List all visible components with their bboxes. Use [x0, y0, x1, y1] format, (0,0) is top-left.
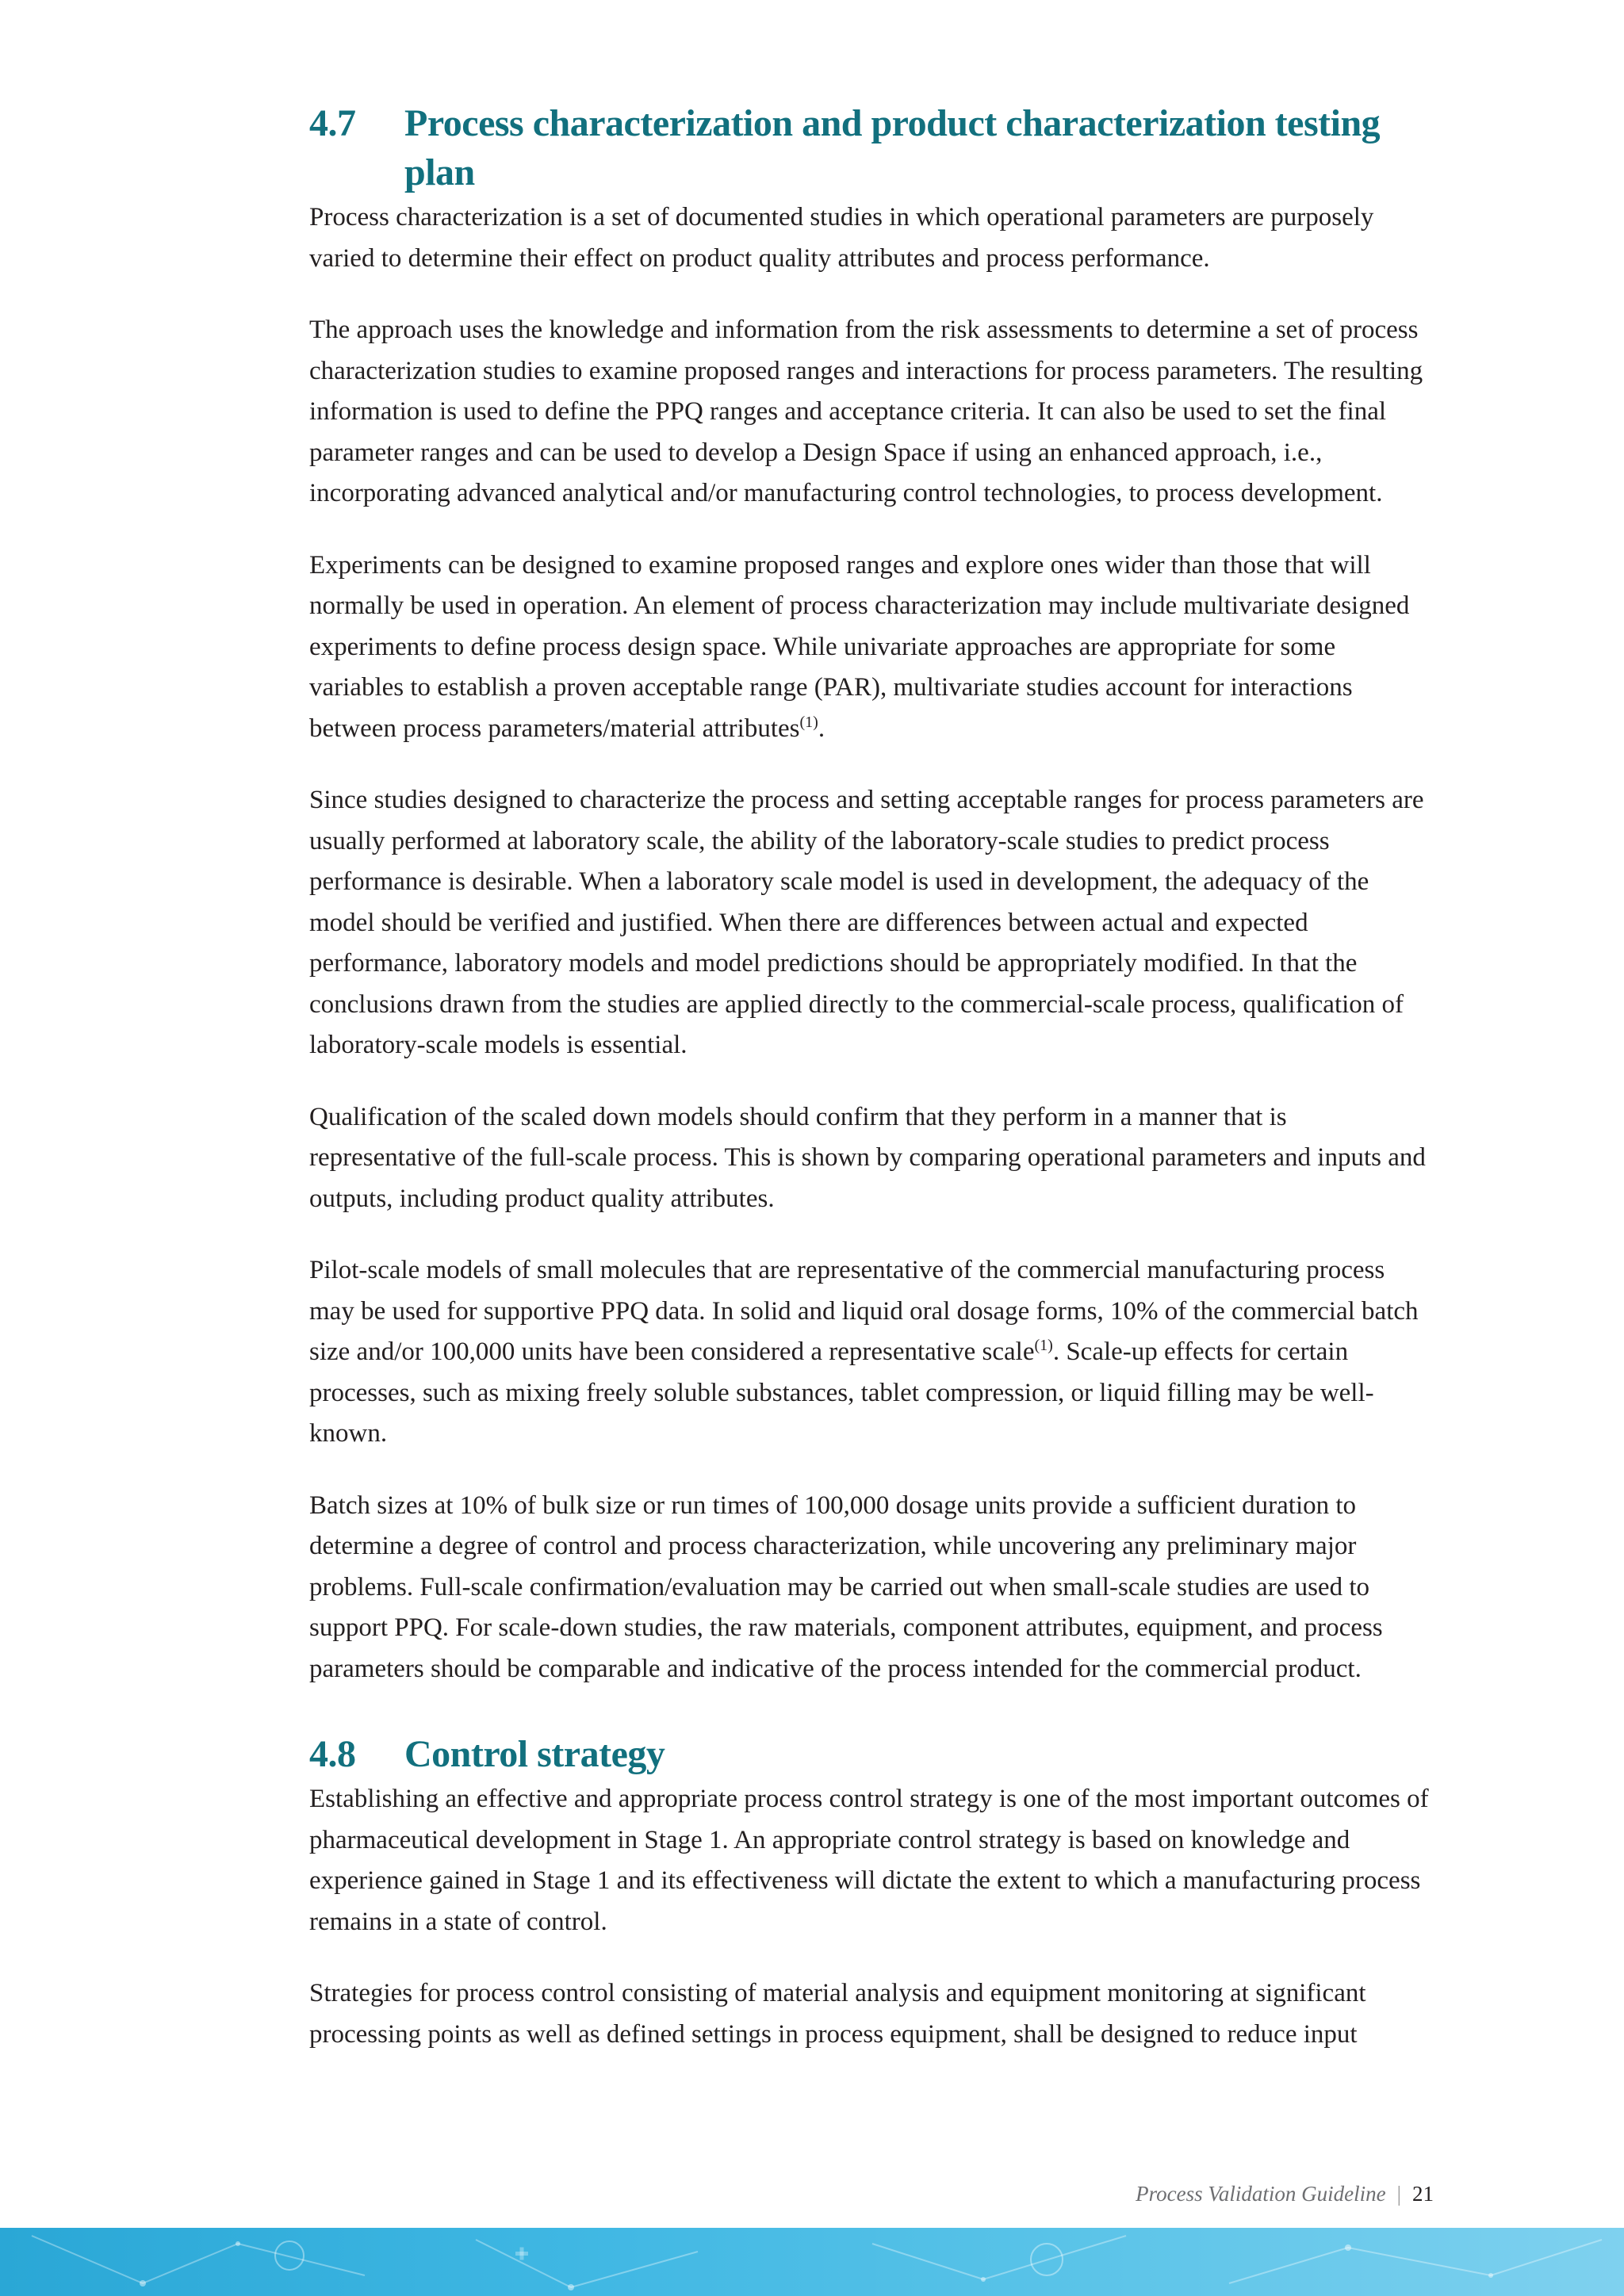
- paragraph: The approach uses the knowledge and information from the risk assessments to determine a set of process characterization studies to examine proposed ranges and interactions for process parameters. The resulting information is used to define the PPQ ranges and acceptance criteria. It can also be used to set the final parameter ranges and can be used to develop a Design Space if using an enhanced approach, i.e., incorporating advanced analytical and/or manufacturing control technologies, to process development.: [309, 316, 1423, 507]
- paragraph: Batch sizes at 10% of bulk size or run times of 100,000 dosage units provide a sufficient duration to determine a degree of control and process characterization, while uncovering any preliminary major problems. Full-scale confirmation/evaluation may be carried out when small-scale studies are used to support PPQ. For scale-down studies, the raw materials, component attributes, equipment, and process parameters should be comparable and indicative of the process intended for the commercial product.: [309, 1490, 1383, 1683]
- page-number: 21: [1412, 2182, 1434, 2206]
- network-pattern-graphic: [0, 2228, 1624, 2296]
- page-content: [309, 99, 1435, 2086]
- paragraph-text-continued: . Scale-up effects for certain processes, such as mixing freely soluble substances, tablet compression, or liquid filling may be well-known.: [309, 1337, 1374, 1448]
- section-4-8-heading: [309, 1730, 1435, 1779]
- paragraph-text: Pilot-scale models of small molecules that are representative of the commercial manufacturing process may be used for supportive PPQ data. In solid and liquid oral dosage forms, 10% of the commercial batch size and/or 100,000 units have been considered a representative scale: [309, 1256, 1419, 1366]
- footer-document-title: Process Validation Guideline: [1136, 2182, 1386, 2206]
- page-footer: [1136, 2182, 1434, 2206]
- section-number: 4.8: [309, 1733, 356, 1775]
- section-title: Process characterization and product characterization testing plan: [404, 102, 1381, 193]
- paragraph-text: Experiments can be designed to examine proposed ranges and explore ones wider than those that will normally be used in operation. An element of process characterization may include multivariate designed experiments to define process design space. While univariate approaches are appropriate for some variables to establish a proven acceptable range (PAR), multivariate studies account for interactions between process parameters/material attributes: [309, 550, 1410, 743]
- section-title: Control strategy: [404, 1733, 665, 1775]
- paragraph: [309, 1250, 1435, 1455]
- paragraph: Since studies designed to characterize the process and setting acceptable ranges for process parameters are usually performed at laboratory scale, the ability of the laboratory-scale studies to predict process performance is desirable. When a laboratory scale model is used in development, the adequacy of the model should be verified and justified. When there are differences between actual and expected performance, laboratory models and model predictions should be appropriately modified. In that the conclusions drawn from the studies are applied directly to the commercial-scale process, qualification of laboratory-scale models is essential.: [309, 786, 1424, 1059]
- footer-separator: |: [1396, 2182, 1401, 2206]
- paragraph: Process characterization is a set of documented studies in which operational parameters are purposely varied to determine their effect on product quality attributes and process performance.: [309, 203, 1374, 273]
- paragraph: [309, 545, 1435, 750]
- section-4-7-heading: [309, 99, 1435, 197]
- section-number: 4.7: [309, 102, 356, 144]
- reference-marker: (1): [799, 713, 818, 731]
- paragraph: Establishing an effective and appropriate process control strategy is one of the most important outcomes of pharmaceutical development in Stage 1. An appropriate control strategy is based on knowledge and experience gained in Stage 1 and its effectiveness will dictate the extent to which a manufacturing process remains in a state of control.: [309, 1785, 1429, 1936]
- reference-marker: (1): [1034, 1337, 1053, 1354]
- paragraph-end: .: [818, 714, 825, 743]
- paragraph: Strategies for process control consisting of material analysis and equipment monitoring at significant processing points as well as defined settings in process equipment, shall be designed to reduce input: [309, 1979, 1366, 2049]
- paragraph: Qualification of the scaled down models should confirm that they perform in a manner that is representative of the full-scale process. This is shown by comparing operational parameters and inputs and outputs, including product quality attributes.: [309, 1102, 1426, 1213]
- decorative-footer-band: [0, 2228, 1624, 2296]
